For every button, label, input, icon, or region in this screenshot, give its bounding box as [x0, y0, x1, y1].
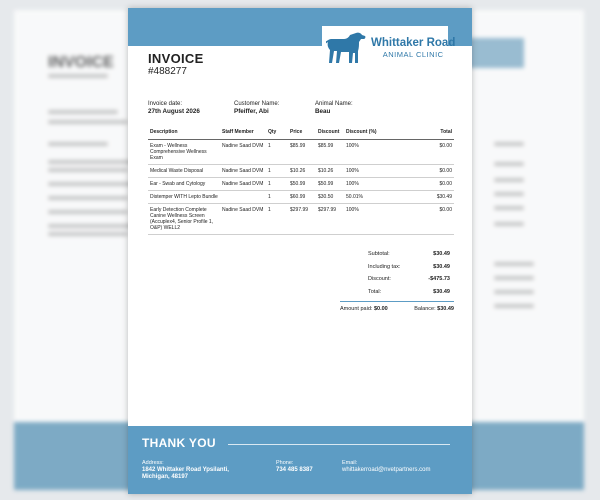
footer-email [342, 460, 430, 474]
clinic-subtitle: ANIMAL CLINIC [382, 50, 444, 59]
total-value: $30.49 [433, 288, 450, 295]
cell-qty: 1 [266, 178, 288, 191]
cell-total: $0.00 [386, 178, 454, 191]
cell-qty: 1 [266, 165, 288, 178]
tax-value: $30.49 [433, 263, 450, 270]
cell-discount: $30.50 [316, 191, 344, 204]
subtotal-value: $30.49 [433, 251, 450, 258]
cell-description: Distemper WITH Lepto Bundle [148, 191, 220, 204]
payment-summary [340, 306, 454, 312]
tax-row [368, 261, 450, 274]
totals-divider [340, 301, 454, 302]
cell-discount: $297.99 [316, 204, 344, 235]
amount-paid-label: Amount paid: [340, 306, 373, 312]
cell-discount-pct: 100% [344, 178, 386, 191]
thank-you-heading: THANK YOU [142, 436, 216, 450]
cell-total: $0.00 [386, 204, 454, 235]
col-header-description: Description [148, 127, 220, 140]
address-line2: Michigan, 48197 [142, 474, 189, 480]
discount-value: -$475.73 [428, 276, 450, 283]
amount-paid-value: $0.00 [373, 306, 388, 312]
footer-address [142, 460, 229, 481]
cell-price: $60.99 [288, 191, 316, 204]
clinic-logo [322, 26, 456, 70]
balance-label: Balance: [414, 306, 436, 312]
customer-block [234, 100, 279, 116]
email-label: Email: [342, 460, 358, 466]
cell-staff: Nadine Saad DVM [220, 140, 266, 165]
dog-silhouette-icon [326, 29, 368, 67]
table-row [148, 165, 454, 178]
cell-price: $10.26 [288, 165, 316, 178]
address-line1: 1842 Whittaker Road Ypsilanti, [142, 467, 229, 473]
phone-label: Phone: [276, 460, 294, 466]
clinic-name: Whittaker Road [371, 36, 456, 49]
phone-value: 734 485 8387 [276, 467, 313, 473]
cell-staff: Nadine Saad DVM [220, 178, 266, 191]
cell-description: Ear - Swab and Cytology [148, 178, 220, 191]
cell-total: $0.00 [386, 140, 454, 165]
cell-discount: $50.99 [316, 178, 344, 191]
cell-discount: $85.99 [316, 140, 344, 165]
cell-price: $85.99 [288, 140, 316, 165]
animal-block [315, 100, 353, 116]
address-label: Address: [142, 460, 164, 466]
discount-label: Discount: [368, 276, 391, 283]
invoice-date-label: Invoice date: [148, 101, 183, 107]
cell-discount-pct: 50.01% [344, 191, 386, 204]
col-header-qty: Qty [266, 127, 288, 140]
customer-label: Customer Name: [234, 101, 280, 107]
table-row [148, 191, 454, 204]
subtotal-label: Subtotal: [368, 251, 390, 258]
col-header-discount: Discount [316, 127, 344, 140]
cell-staff: Nadine Saad DVM [220, 204, 266, 235]
footer-band [128, 426, 472, 494]
background-page-right [454, 10, 584, 490]
balance-value: $30.49 [437, 306, 454, 312]
cell-description: Exam - Wellness Comprehensive Wellness Exam [148, 140, 220, 165]
cell-qty: 1 [266, 140, 288, 165]
cell-discount-pct: 100% [344, 204, 386, 235]
footer-phone [276, 460, 313, 474]
ghost-invoice-title: INVOICE [48, 54, 114, 71]
invoice-number: #488277 [148, 66, 187, 77]
cell-qty: 1 [266, 204, 288, 235]
cell-price: $50.99 [288, 178, 316, 191]
email-value: whittakerroad@nvetpartners.com [342, 467, 431, 473]
cell-discount-pct: 100% [344, 165, 386, 178]
table-header-row [148, 127, 454, 140]
animal-value: Beau [315, 108, 331, 115]
background-page-left [14, 10, 144, 490]
animal-label: Animal Name: [315, 101, 353, 107]
invoice-date-value: 27th August 2026 [148, 108, 200, 115]
col-header-staff: Staff Member [220, 127, 266, 140]
line-items-table [148, 127, 454, 235]
invoice-date-block [148, 100, 200, 116]
col-header-discount-pct: Discount (%) [344, 127, 386, 140]
table-row [148, 178, 454, 191]
col-header-price: Price [288, 127, 316, 140]
table-row [148, 140, 454, 165]
cell-discount-pct: 100% [344, 140, 386, 165]
cell-price: $297.99 [288, 204, 316, 235]
cell-total: $0.00 [386, 165, 454, 178]
cell-staff [220, 191, 266, 204]
col-header-total: Total [386, 127, 454, 140]
cell-staff: Nadine Saad DVM [220, 165, 266, 178]
cell-total: $30.49 [386, 191, 454, 204]
table-row [148, 204, 454, 235]
subtotal-row [368, 248, 450, 261]
cell-description: Medical Waste Disposal [148, 165, 220, 178]
total-row [368, 286, 450, 299]
cell-description: Early Detection Complete Canine Wellness Screen (Accuplex4, Senior Profile 1, O&P) WELL2 [148, 204, 220, 235]
totals-block [368, 248, 450, 298]
total-label: Total: [368, 288, 382, 295]
footer-divider [228, 444, 450, 445]
customer-value: Pfeiffer, Abi [234, 108, 269, 115]
discount-row [368, 273, 450, 286]
cell-discount: $10.26 [316, 165, 344, 178]
tax-label: Including tax: [368, 263, 401, 270]
invoice-title: INVOICE [148, 51, 204, 66]
invoice-sheet [128, 8, 472, 494]
cell-qty: 1 [266, 191, 288, 204]
